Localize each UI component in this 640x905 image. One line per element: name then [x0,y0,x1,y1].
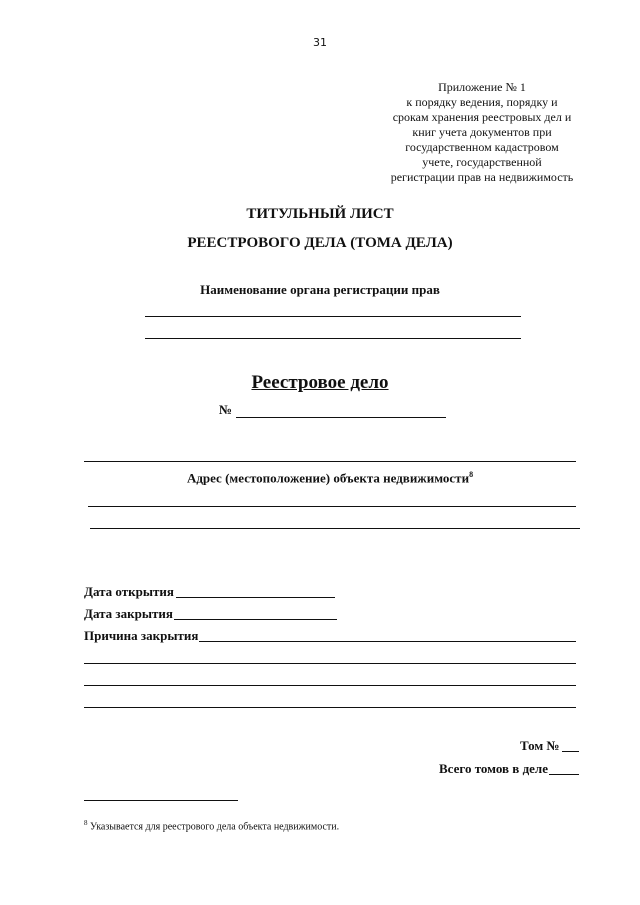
volume-number-label: Том № [520,738,560,753]
page-number: 31 [313,36,327,49]
org-name-line-1[interactable] [145,316,521,317]
close-reason-line[interactable] [199,641,576,642]
document-subtitle: РЕЕСТРОВОГО ДЕЛА (ТОМА ДЕЛА) [187,235,453,251]
footnote [84,819,339,832]
separator-line [84,461,576,462]
total-volumes-label: Всего томов в деле [439,761,548,776]
org-name-line-2[interactable] [145,338,521,339]
open-date-line[interactable] [176,597,335,598]
close-reason-label: Причина закрытия [84,628,199,643]
volume-number-line[interactable] [562,751,579,752]
address-line-1[interactable] [88,506,576,507]
appendix-line: книг учета документов при [412,125,552,139]
appendix-line: регистрации прав на недвижимость [390,170,574,184]
case-number-label: № [219,402,233,417]
address-label-text: Адрес (местоположение) объекта недвижимости [186,470,470,486]
address-line-2[interactable] [90,528,580,529]
footnote-separator [84,800,238,801]
case-number-line[interactable] [236,417,446,418]
close-reason-line-2[interactable] [84,663,576,664]
appendix-line: к порядку ведения, порядку и [406,95,558,109]
open-date-label: Дата открытия [84,584,174,599]
appendix-line: срокам хранения реестровых дел и [392,110,572,124]
appendix-line: государственном кадастровом [405,140,559,154]
register-case-title: Реестровое дело [251,372,389,393]
appendix-header [382,80,582,185]
close-date-line[interactable] [174,619,337,620]
document-title: ТИТУЛЬНЫЙ ЛИСТ [246,206,394,222]
footnote-mark: 8 [84,819,88,827]
address-label [0,470,640,486]
address-footnote-ref: 8 [469,470,474,479]
total-volumes-line[interactable] [549,774,579,775]
close-reason-line-3[interactable] [84,685,576,686]
org-name-label: Наименование органа регистрации прав [200,282,440,297]
appendix-line: учете, государственной [422,155,542,169]
footnote-text: Указывается для реестрового дела объекта недвижимости. [87,821,340,833]
appendix-line: Приложение № 1 [438,80,526,94]
close-date-label: Дата закрытия [84,606,173,621]
close-reason-line-4[interactable] [84,707,576,708]
